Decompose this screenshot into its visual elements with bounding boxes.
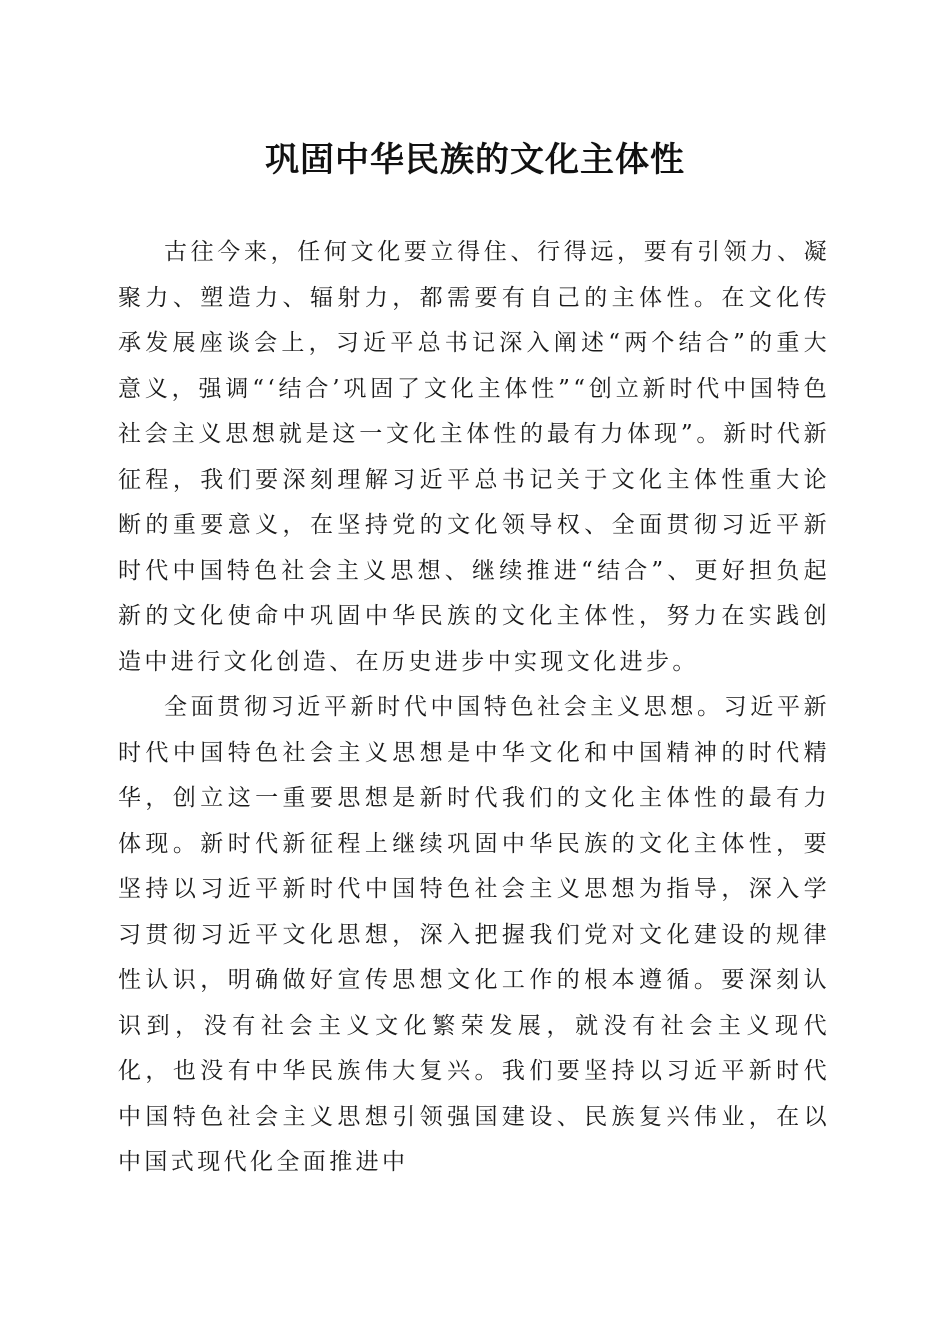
paragraph-1: 古往今来，任何文化要立得住、行得远，要有引领力、凝聚力、塑造力、辐射力，都需要有自己的主体性。在文化传承发展座谈会上，习近平总书记深入阐述“两个结合”的重大意义，强调“‘结合’巩固了文化主体性”“创立新时代中国特色社会主义思想就是这一文化主体性的最有力体现”。新时代新征程，我们要深刻理解习近平总书记关于文化主体性重大论断的重要意义，在坚持党的文化领导权、全面贯彻习近平新时代中国特色社会主义思想、继续推进“结合”、更好担负起新的文化使命中巩固中华民族的文化主体性，努力在实践创造中进行文化创造、在历史进步中实现文化进步。 xyxy=(118,239,830,675)
document-body xyxy=(118,230,830,1186)
paragraph-2: 全面贯彻习近平新时代中国特色社会主义思想。习近平新时代中国特色社会主义思想是中华文化和中国精神的时代精华，创立这一重要思想是新时代我们的文化主体性的最有力体现。新时代新征程上继续巩固中华民族的文化主体性，要坚持以习近平新时代中国特色社会主义思想为指导，深入学习贯彻习近平文化思想，深入把握我们党对文化建设的规律性认识，明确做好宣传思想文化工作的根本遵循。要深刻认识到，没有社会主义文化繁荣发展，就没有社会主义现代化，也没有中华民族伟大复兴。我们要坚持以习近平新时代中国特色社会主义思想引领强国建设、民族复兴伟业，在以中国式现代化全面推进中 xyxy=(118,694,830,1175)
document-title: 巩固中华民族的文化主体性 xyxy=(265,140,685,180)
